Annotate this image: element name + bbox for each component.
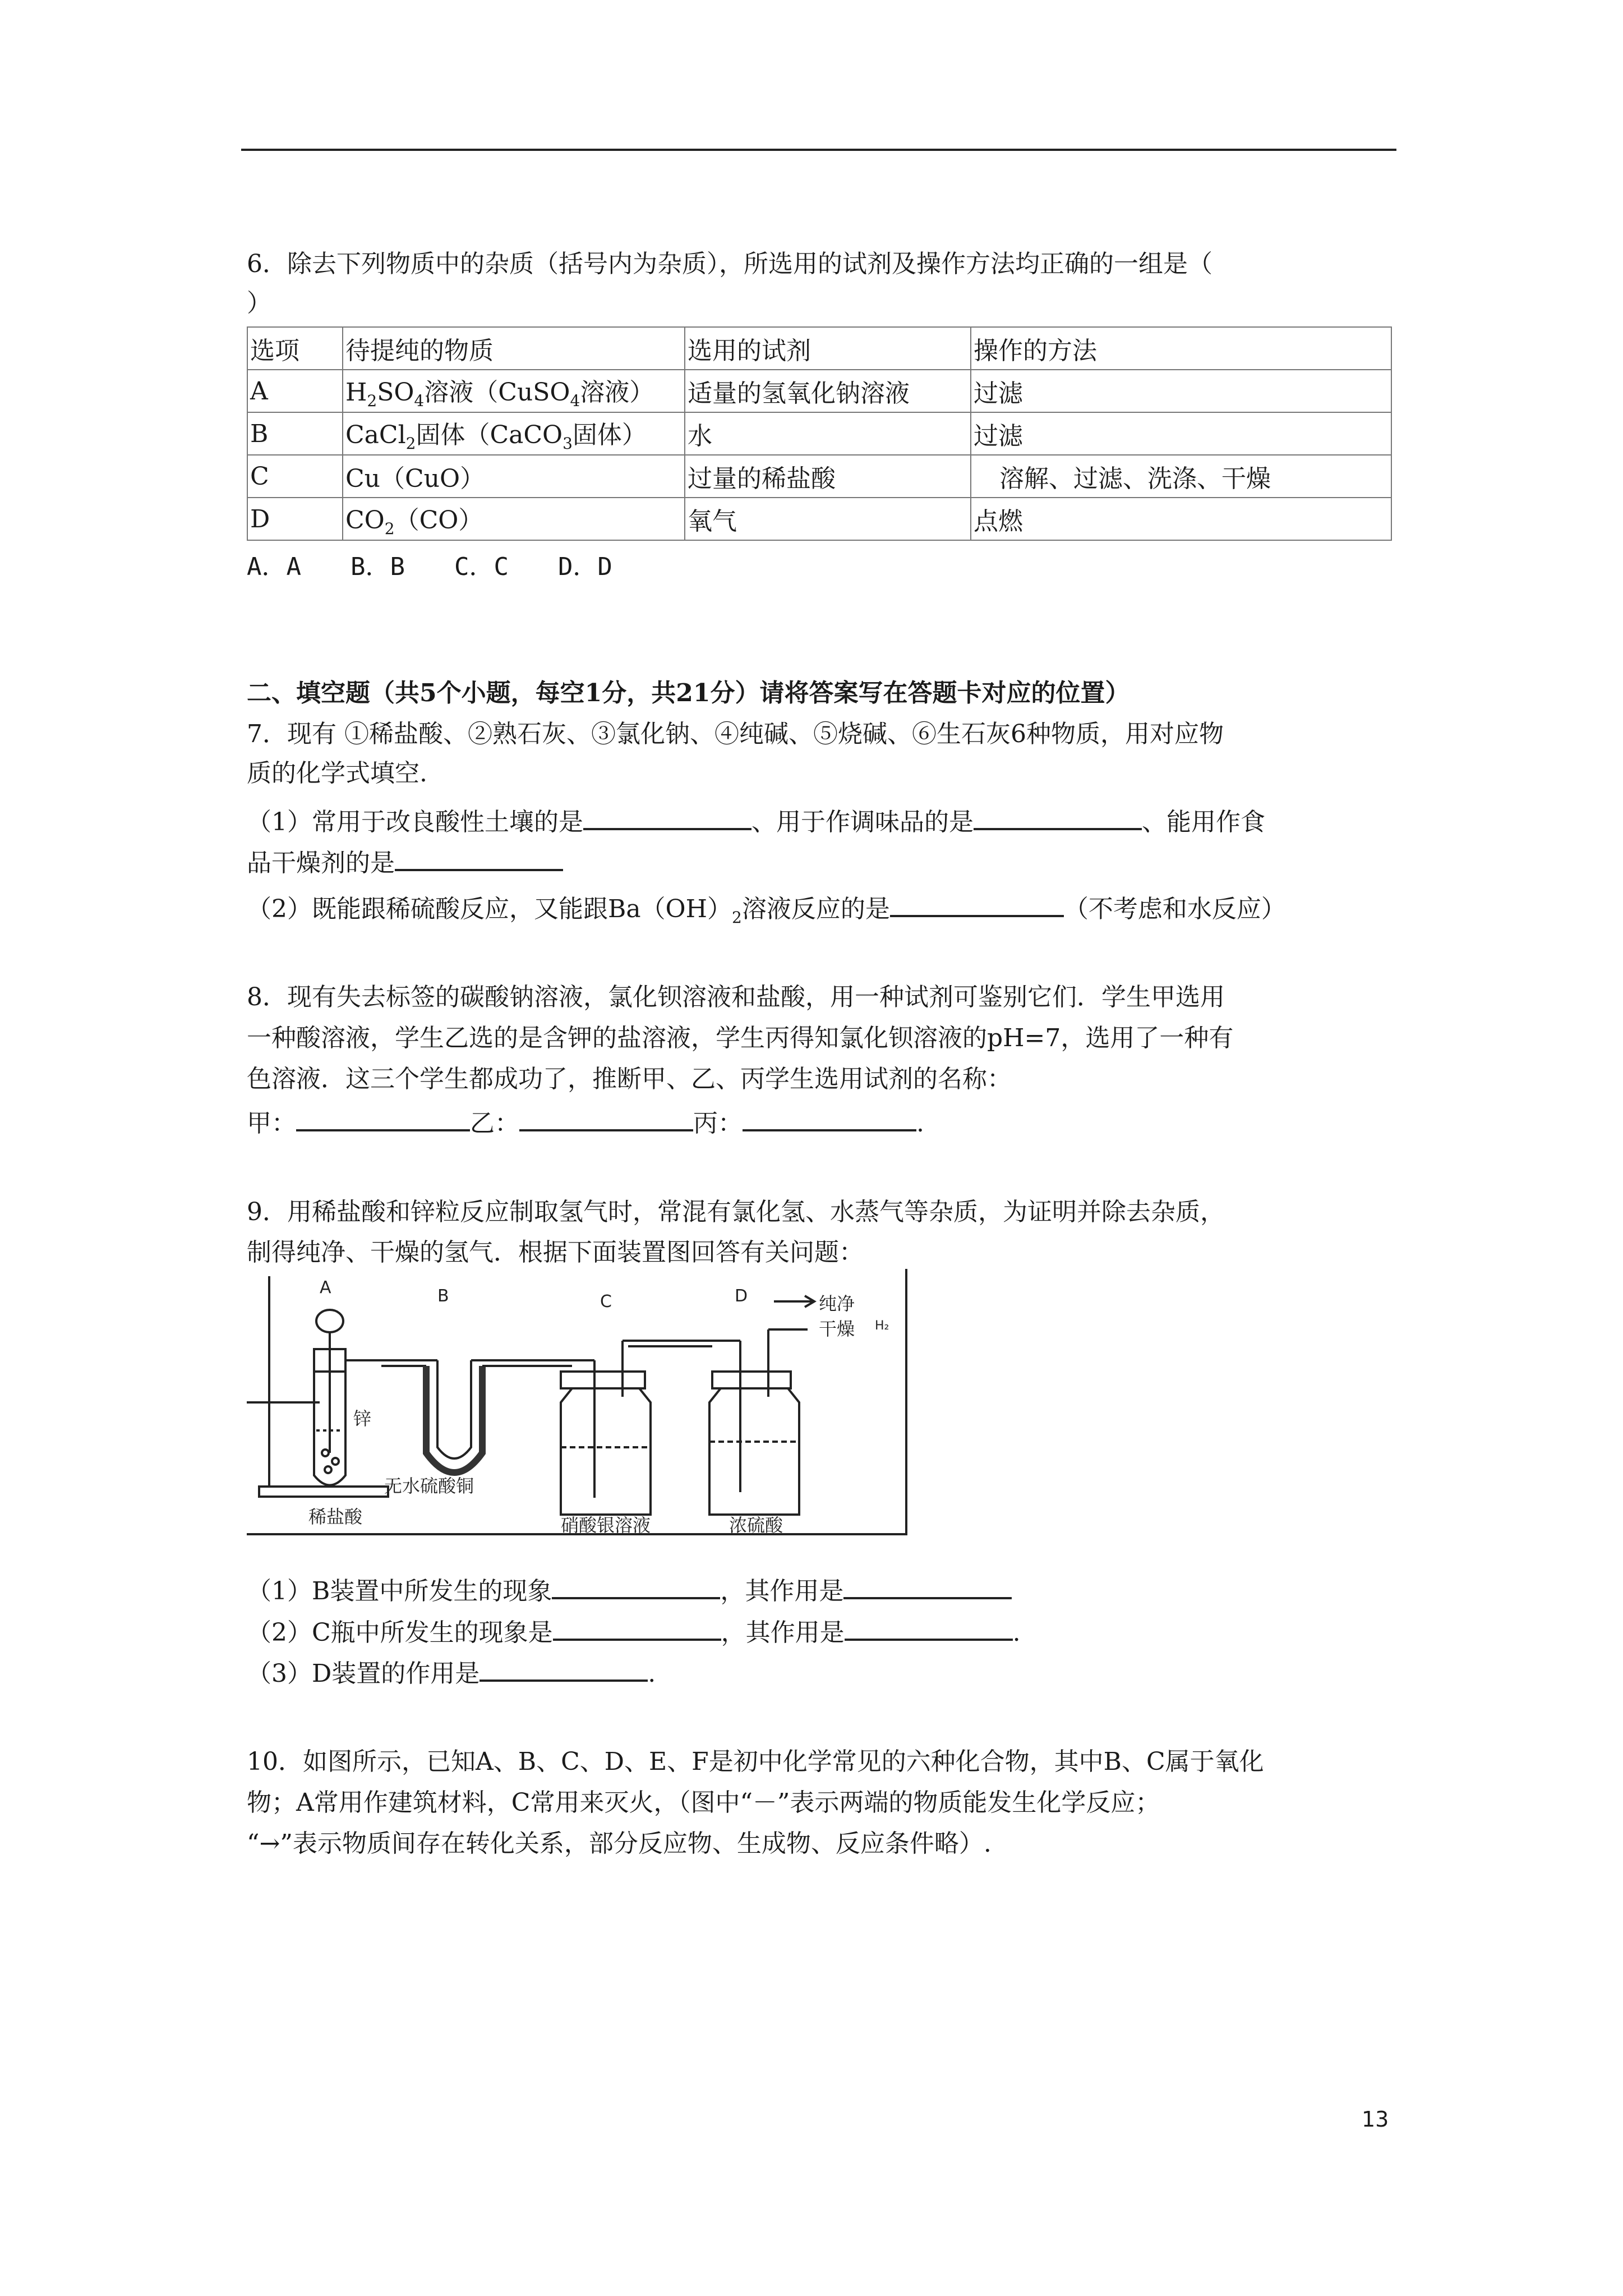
label-dilute-hcl: 稀盐酸 [308,1506,363,1527]
label-agno3: 硝酸银溶液 [561,1515,651,1536]
q7-part1-cont: 品干燥剂的是 [247,840,563,886]
substance-cell: CaCl$_2$固体（CaCO$_3$固体） [343,412,685,455]
method-cell: 溶解、过滤、洗涤、干燥 [971,455,1391,498]
label-dry: 干燥 [819,1318,855,1340]
substance-cell: $H_2SO_4$溶液（CuSO$_4$溶液） [343,370,685,412]
q10-line2: 物；A常用作建筑材料，C常用来灭火，（图中“－”表示两端的物质能发生化学反应； [247,1788,1160,1817]
label-anhydrous-cuso4: 无水硫酸铜 [384,1475,474,1497]
table-row [247,370,1391,412]
table-header-row [247,327,1391,370]
q8-line2: 一种酸溶液，学生乙选的是含钾的盐溶液，学生丙得知氯化钡溶液的pH=7，选用了一种有 [247,1024,1234,1052]
answer-blank[interactable] [479,1657,648,1682]
method-cell: 过滤 [971,370,1391,412]
q9-part3: （3）D装置的作用是 . [247,1651,656,1697]
answer-blank[interactable] [890,892,1064,917]
header-substance: 待提纯的物质 [343,327,685,370]
q6-stem-line2: ） [247,289,271,318]
q9-line1: 9．用稀盐酸和锌粒反应制取氢气时，常混有氯化氢、水蒸气等杂质，为证明并除去杂质， [247,1198,1225,1226]
answer-blank[interactable] [296,1107,470,1131]
gas-washing-bottle-d-icon [709,1286,808,1536]
answer-blank[interactable] [553,1616,721,1641]
answer-blank[interactable] [743,1107,916,1131]
q7-line2: 质的化学式填空. [247,759,427,788]
method-cell: 点燃 [971,498,1391,540]
option-cell: B [247,412,343,455]
label-c: C [600,1292,612,1312]
u-tube-icon [381,1286,578,1497]
reagent-cell: 氧气 [685,498,971,540]
q6-table [247,326,1392,541]
gas-washing-bottle-c-icon [561,1292,718,1536]
label-conc-h2so4: 浓硫酸 [729,1515,783,1536]
q7-part2: （2）既能跟稀硫酸反应，又能跟$Ba(OH)_2$溶液反应的是 （不考虑和水反应） [247,886,1286,941]
stand-icon [247,1276,388,1497]
header-method: 操作的方法 [971,327,1391,370]
q8-answers: 甲： 乙： 丙： . [247,1101,924,1147]
table-row [247,455,1391,498]
q6-choices: A．A B．B C．C D．D [247,553,612,581]
answer-blank[interactable] [395,846,563,871]
header-option: 选项 [247,327,343,370]
label-a: A [320,1278,331,1297]
label-d: D [735,1286,748,1306]
label-b: B [437,1286,449,1306]
reagent-cell: 水 [685,412,971,455]
answer-blank[interactable] [843,1575,1012,1599]
q8-line1: 8．现有失去标签的碳酸钠溶液，氯化钡溶液和盐酸，用一种试剂可鉴别它们．学生甲选用 [247,983,1225,1011]
answer-blank[interactable] [974,806,1142,830]
table-row [247,412,1391,455]
page-number: 13 [1362,2107,1389,2132]
q10-line3: “→”表示物质间存在转化关系，部分反应物、生成物、反应条件略）. [247,1829,992,1858]
method-cell: 过滤 [971,412,1391,455]
header-reagent: 选用的试剂 [685,327,971,370]
option-cell: A [247,370,343,412]
q9-part1: （1）B装置中所发生的现象 ，其作用是 [247,1568,1012,1614]
q7-line1: 7．现有 ①稀盐酸、②熟石灰、③氯化钠、④纯碱、⑤烧碱、⑥生石灰6种物质，用对应物 [247,720,1224,748]
q10-line1: 10．如图所示，已知A、B、C、D、E、F是初中化学常见的六种化合物，其中B、C属于氧化 [247,1747,1264,1776]
option-cell: C [247,455,343,498]
label-zinc: 锌 [353,1408,372,1429]
q6-stem-line1: 6．除去下列物质中的杂质（括号内为杂质），所选用的试剂及操作方法均正确的一组是（ [247,250,1212,278]
table-row [247,498,1391,540]
section2-heading: 二、填空题（共5个小题，每空1分，共21分）请将答案写在答题卡对应的位置） [247,679,1130,707]
q7-part1: （1）常用于改良酸性土壤的是 、用于作调味品的是 、能用作食 [247,799,1265,845]
substance-cell: Cu（CuO） [343,455,685,498]
label-pure: 纯净 [819,1293,855,1314]
q8-line3: 色溶液．这三个学生都成功了，推断甲、乙、丙学生选用试剂的名称： [247,1065,1012,1093]
option-cell: D [247,498,343,540]
apparatus-figure [247,1268,909,1537]
answer-blank[interactable] [552,1575,720,1599]
q9-line2: 制得纯净、干燥的氢气．根据下面装置图回答有关问题： [247,1238,864,1267]
answer-blank[interactable] [519,1107,693,1131]
q9-part2: （2）C瓶中所发生的现象是 ，其作用是 . [247,1610,1021,1656]
reagent-cell: 过量的稀盐酸 [685,455,971,498]
substance-cell: $CO_2(CO)$ [343,498,685,540]
answer-blank[interactable] [845,1616,1013,1641]
header-rule [241,149,1396,151]
label-h2: H₂ [875,1319,889,1333]
outlet-arrow-icon [774,1293,889,1340]
answer-blank[interactable] [583,806,751,830]
reagent-cell: 适量的氢氧化钠溶液 [685,370,971,412]
